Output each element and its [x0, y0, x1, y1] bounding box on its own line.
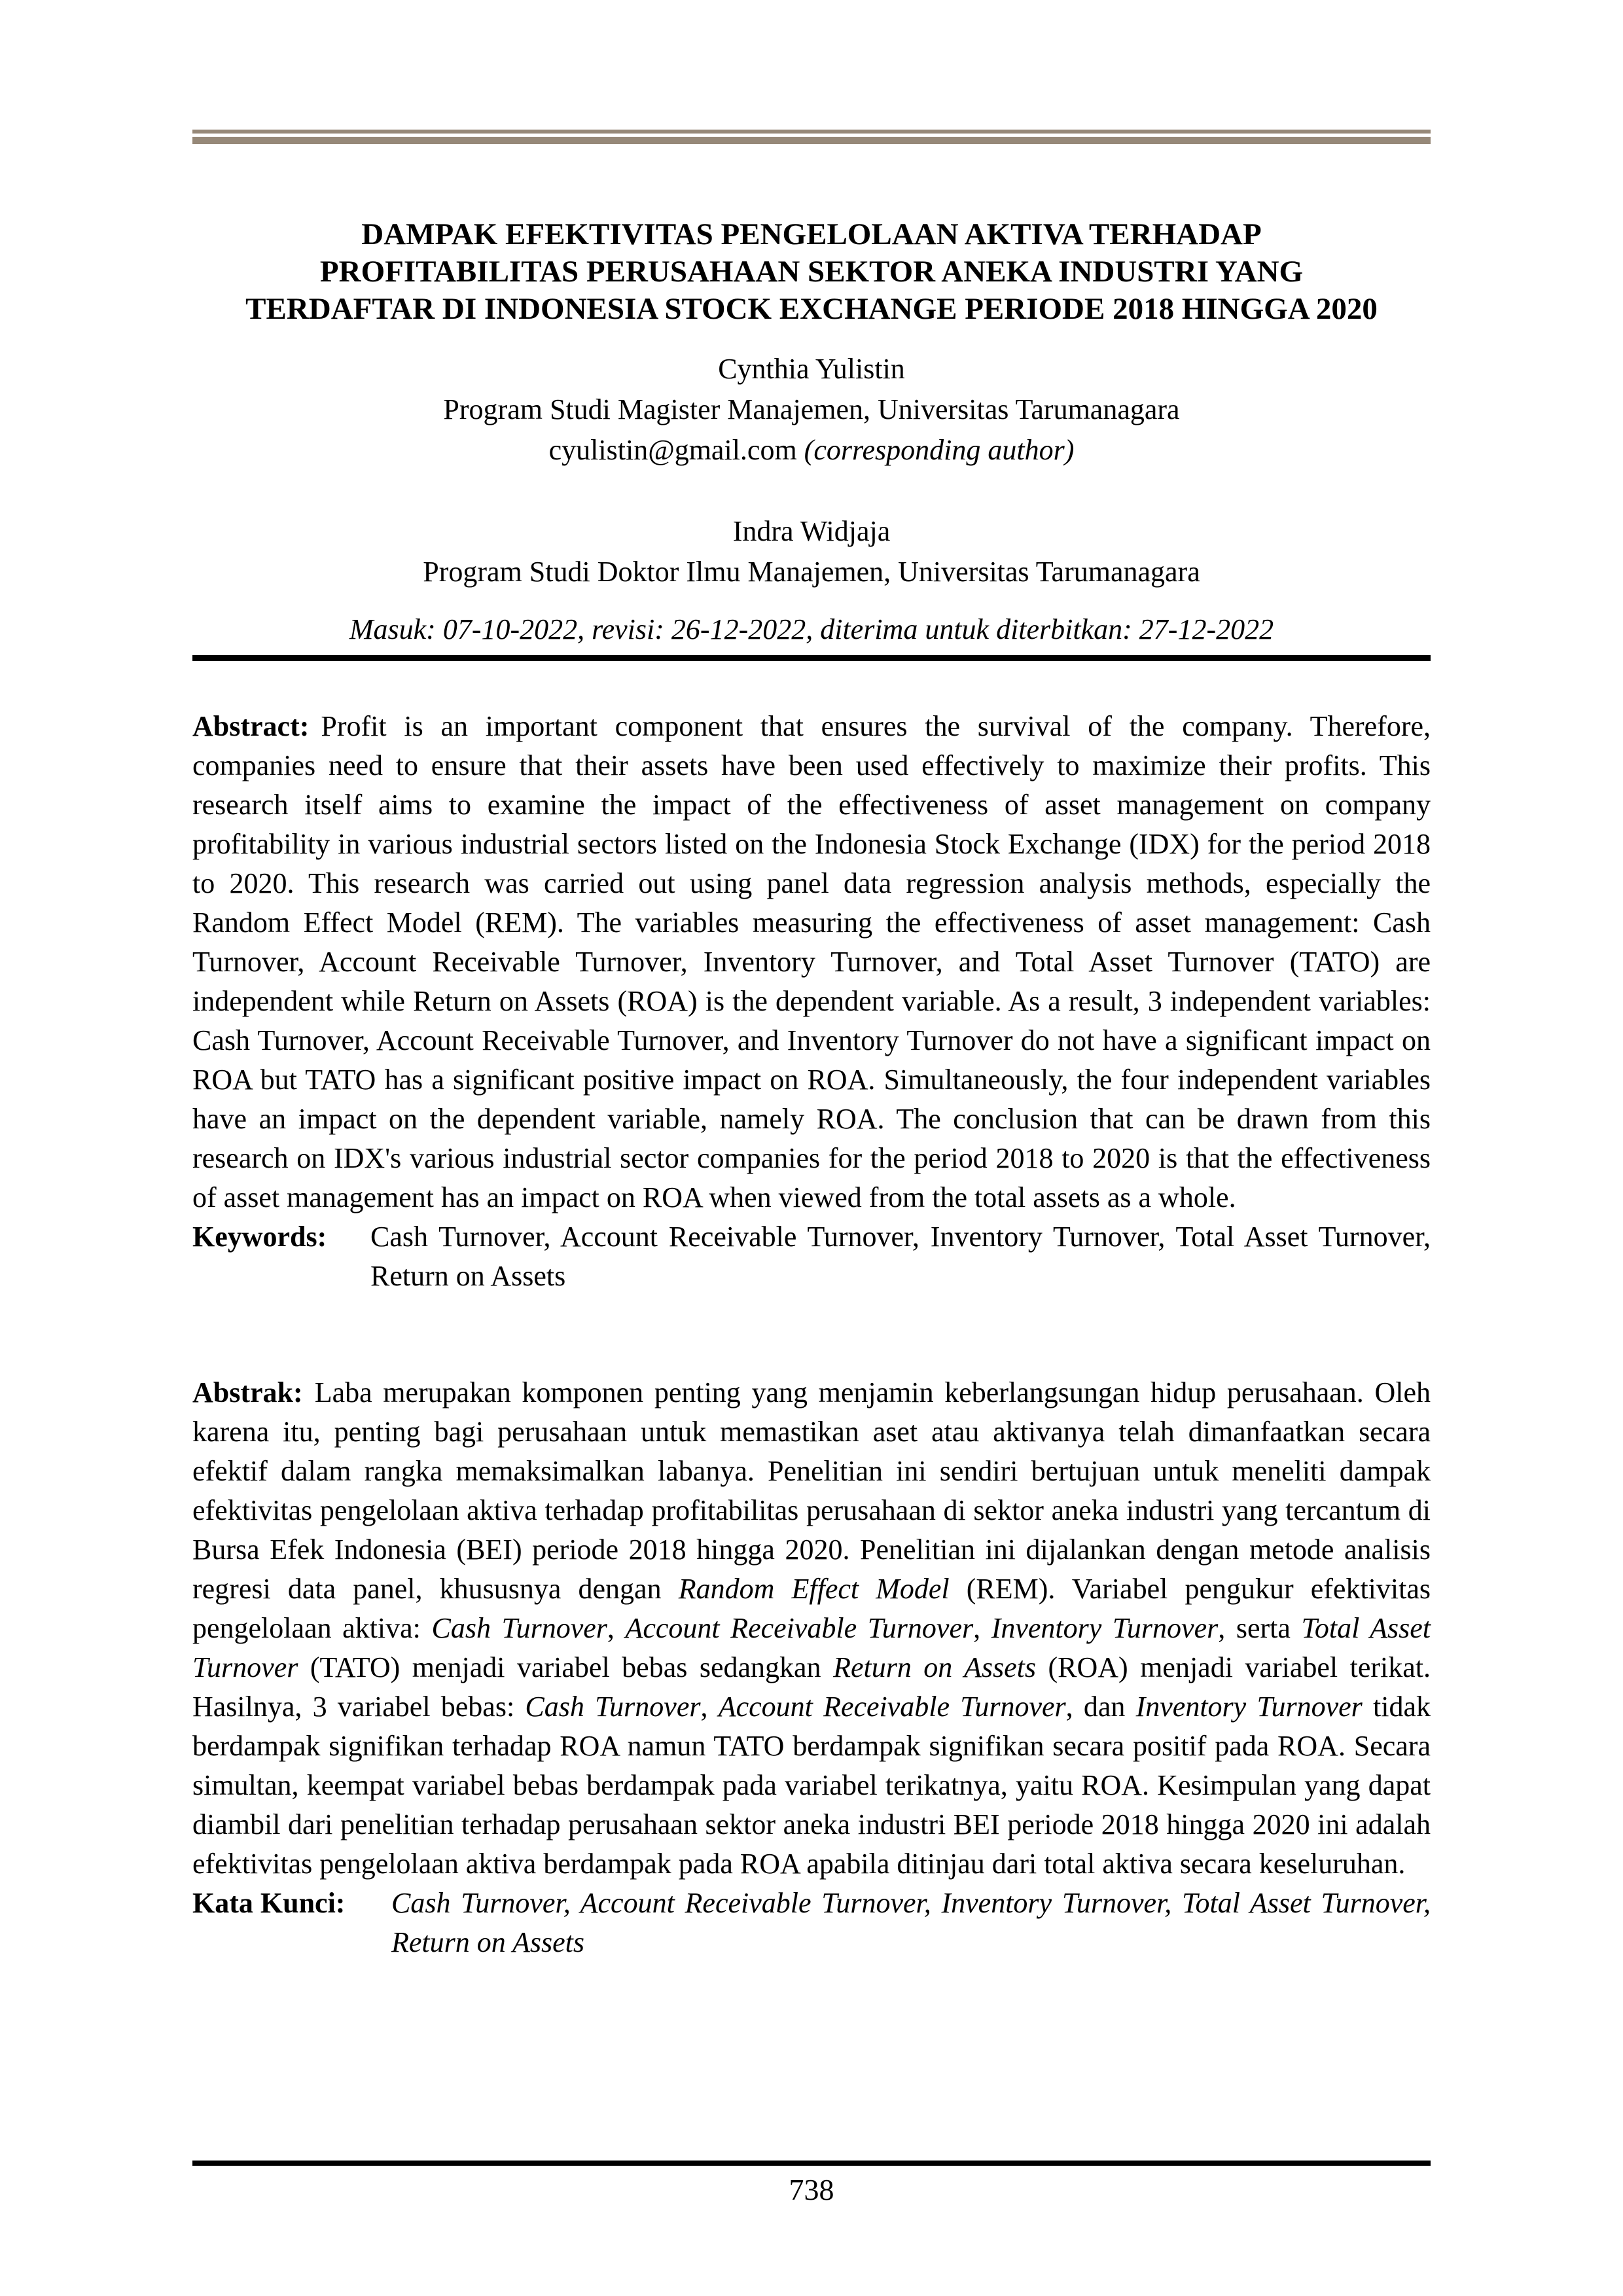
footer-rule: [192, 2161, 1431, 2166]
title-line-2: PROFITABILITAS PERUSAHAAN SEKTOR ANEKA INDUSTRI YANG: [319, 255, 1304, 289]
paper-title: [192, 216, 1431, 328]
keywords-en-text: Cash Turnover, Account Receivable Turnover, Inventory Turnover, Total Asset Turnover, Return on Assets: [370, 1221, 1431, 1292]
author-email-line: cyulistin@gmail.com (corresponding author): [548, 434, 1075, 466]
author-name: Cynthia Yulistin: [718, 353, 905, 385]
abstract-id-label: Abstrak:: [192, 1376, 303, 1408]
keywords-id-text: Cash Turnover, Account Receivable Turnover, Inventory Turnover, Total Asset Turnover, Return on Assets: [391, 1887, 1431, 1958]
author-affiliation: Program Studi Magister Manajemen, Universitas Tarumanagara: [443, 393, 1180, 425]
keywords-id-label: Kata Kunci:: [192, 1887, 346, 1919]
author-name: Indra Widjaja: [732, 515, 891, 547]
keywords-id-row: [192, 1884, 1431, 1962]
decorative-double-bar: [192, 130, 1431, 144]
author-block-2: [192, 511, 1431, 592]
abstract-en-label: Abstract:: [192, 710, 310, 742]
keywords-en-label: Keywords:: [192, 1221, 327, 1253]
title-line-3: TERDAFTAR DI INDONESIA STOCK EXCHANGE PERIODE 2018 HINGGA 2020: [245, 292, 1378, 326]
author-affiliation: Program Studi Doktor Ilmu Manajemen, Universitas Tarumanagara: [423, 556, 1200, 588]
title-line-1: DAMPAK EFEKTIVITAS PENGELOLAAN AKTIVA TERHADAP: [361, 217, 1262, 251]
header-rule: [192, 655, 1431, 661]
page-number: 738: [789, 2173, 834, 2206]
abstract-id-text: Laba merupakan komponen penting yang menjamin keberlangsungan hidup perusahaan. Oleh karena itu, penting bagi perusahaan untuk memastikan aset atau aktivanya telah dimanfaatkan secara efektif dalam rangka memaksimalkan labanya. Penelitian ini sendiri bertujuan untuk meneliti dampak efektivitas pengelolaan aktiva terhadap profitabilitas perusahaan di sektor aneka industri yang tercantum di Bursa Efek Indonesia (BEI) periode 2018 hingga 2020. Penelitian ini dijalankan dengan metode analisis regresi data panel, khususnya dengan Random Effect Model (REM). Variabel pengukur efektivitas pengelolaan aktiva: Cash Turnover, Account Receivable Turnover, Inventory Turnover, serta Total Asset Turnover (TATO) menjadi variabel bebas sedangkan Return on Assets (ROA) menjadi variabel terikat. Hasilnya, 3 variabel bebas: Cash Turnover, Account Receivable Turnover, dan Inventory Turnover tidak berdampak signifikan terhadap ROA namun TATO berdampak signifikan secara positif pada ROA. Secara simultan, keempat variabel bebas berdampak pada variabel terikatnya, yaitu ROA. Kesimpulan yang dapat diambil dari penelitian terhadap perusahaan sektor aneka industri BEI periode 2018 hingga 2020 ini adalah efektivitas pengelolaan aktiva berdampak pada ROA apabila ditinjau dari total aktiva secara keseluruhan.: [192, 1376, 1431, 1880]
abstract-id-section: [192, 1373, 1431, 1962]
page-footer: [192, 2161, 1431, 2206]
abstract-en-text: Profit is an important component that ensures the survival of the company. Therefore, companies need to ensure that their assets have been used effectively to maximize their profits. This research itself aims to examine the impact of the effectiveness of asset management on company profitability in various industrial sectors listed on the Indonesia Stock Exchange (IDX) for the period 2018 to 2020. This research was carried out using panel data regression analysis methods, especially the Random Effect Model (REM). The variables measuring the effectiveness of asset management: Cash Turnover, Account Receivable Turnover, Inventory Turnover, and Total Asset Turnover (TATO) are independent while Return on Assets (ROA) is the dependent variable. As a result, 3 independent variables: Cash Turnover, Account Receivable Turnover, and Inventory Turnover do not have a significant impact on ROA but TATO has a significant positive impact on ROA. Simultaneously, the four independent variables have an impact on the dependent variable, namely ROA. The conclusion that can be drawn from this research on IDX's various industrial sector companies for the period 2018 to 2020 is that the effectiveness of asset management has an impact on ROA when viewed from the total assets as a whole.: [192, 710, 1431, 1213]
accent-bar-thick: [192, 137, 1431, 144]
abstract-en-paragraph: [192, 707, 1431, 1217]
author-block-1: [192, 349, 1431, 471]
abstract-en-section: [192, 707, 1431, 1296]
submission-history-line: Masuk: 07-10-2022, revisi: 26-12-2022, diterima untuk diterbitkan: 27-12-2022: [349, 613, 1274, 645]
abstract-id-paragraph: [192, 1373, 1431, 1884]
keywords-en-row: [192, 1217, 1431, 1296]
